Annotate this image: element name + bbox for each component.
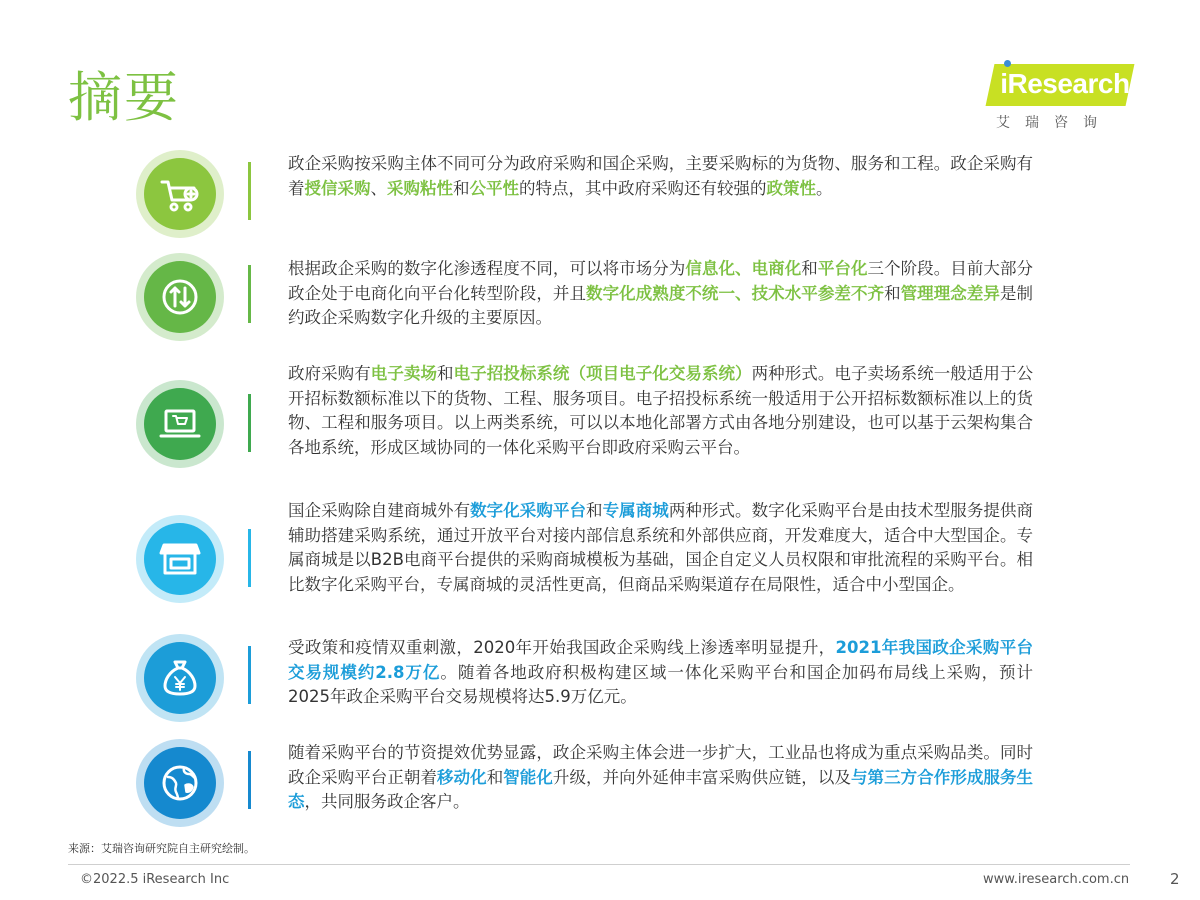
logo-brand: iResearch	[1000, 68, 1130, 99]
summary-item-4	[140, 499, 1140, 624]
laptop-cart-icon	[144, 388, 216, 460]
money-bag-yuan-icon	[144, 642, 216, 714]
body-text: 政企采购按采购主体不同可分为政府采购和国企采购，主要采购标的为货物、服务和工程。政企采购有着	[288, 154, 1033, 198]
body-text: 和	[486, 767, 504, 787]
body-text: 三个阶段。目前大部分政企处于电商化向平台化转型阶段，并且	[288, 259, 1034, 303]
logo-dot-icon	[1004, 60, 1011, 67]
highlight-text: 采购粘性	[387, 178, 453, 198]
summary-item-6	[140, 741, 1140, 821]
highlight-text: 电子招投标系统（项目电子化交易系统）	[453, 364, 752, 383]
page-title: 摘要	[68, 66, 180, 129]
highlight-text: 政策性	[766, 178, 816, 198]
body-text: 两种形式。数字化采购平台是由技术型服务提供商辅助搭建采购系统，通过开放平台对接内部信息系统和外部供应商，开发难度大，适合中大型国企。专属商城是以B2B电商平台提供的采购商城模板为基础，国企自定义人员权限和审批流程的采购平台。相比数字化采购平台，专属商城的灵活性更高，但商品采购渠道存在局限性，适合中小型国企。	[288, 501, 1034, 594]
summary-text-4	[288, 499, 1033, 597]
highlight-text: 智能化	[503, 767, 553, 787]
summary-item-1	[140, 152, 1140, 232]
body-text: 受政策和疫情双重刺激，2020年开始我国政企采购线上渗透率明显提升，	[288, 638, 836, 657]
body-text: 随着采购平台的节资提效优势显露，政企采购主体会进一步扩大，工业品也将成为重点采购品类。同时政企采购平台正朝着	[288, 743, 1033, 787]
body-text: 和	[884, 283, 901, 303]
logo-badge	[986, 64, 1135, 106]
body-text: 和	[801, 259, 818, 278]
summary-text-6	[288, 741, 1033, 815]
highlight-text: 与第三方合作形成服务生态	[288, 767, 1034, 811]
logo-subtitle: 艾瑞咨询	[996, 115, 1112, 131]
footer-divider	[68, 864, 1130, 865]
highlight-text: 2021年我国政企采购平台交易规模约2.8万亿	[288, 638, 1033, 682]
divider-bar	[248, 394, 251, 452]
transfer-arrows-icon	[144, 261, 216, 333]
body-text: 。随着各地政府积极构建区域一体化采购平台和国企加码布局线上采购，预计2025年政企采购平台交易规模将达5.9万亿元。	[288, 662, 1034, 706]
body-text: 根据政企采购的数字化渗透程度不同，可以将市场分为	[288, 259, 686, 278]
body-text: 和	[586, 501, 603, 520]
highlight-text: 专属商城	[602, 501, 669, 520]
summary-item-3	[140, 362, 1140, 487]
body-text: 和	[453, 178, 470, 198]
body-text: 两种形式。电子卖场系统一般适用于公开招标数额标准以下的货物、工程、服务项目。电子招投标系统一般适用于公开招标数额标准以上的货物、工程和服务项目。以上两类系统，可以以本地化部署方式由各地分别建设，也可以基于云架构集合各地系统，形成区域协同的一体化采购平台即政府采购云平台。	[288, 364, 1034, 457]
copyright: ©2022.5 iResearch Inc	[80, 872, 230, 887]
source-note: 来源：艾瑞咨询研究院自主研究绘制。	[68, 842, 255, 855]
divider-bar	[248, 646, 251, 704]
highlight-text: 电子卖场	[370, 364, 438, 383]
body-text: 和	[437, 364, 454, 383]
highlight-text: 移动化	[437, 767, 487, 787]
globe-icon	[144, 747, 216, 819]
page-number: 2	[1170, 870, 1180, 888]
highlight-text: 管理理念差异	[900, 283, 1000, 303]
summary-item-2	[140, 257, 1140, 337]
summary-item-5	[140, 636, 1140, 716]
website-link[interactable]: www.iresearch.com.cn	[983, 872, 1130, 887]
divider-bar	[248, 751, 251, 809]
highlight-text: 平台化	[817, 259, 868, 278]
body-text: ，共同服务政企客户。	[304, 792, 470, 811]
highlight-text: 数字化成熟度不统一、技术水平参差不齐	[586, 283, 885, 303]
iresearch-logo	[990, 62, 1140, 134]
body-text: 。	[816, 178, 833, 198]
divider-bar	[248, 529, 251, 587]
body-text: 政府采购有	[288, 364, 371, 383]
storefront-icon	[144, 523, 216, 595]
divider-bar	[248, 265, 251, 323]
body-text: 、	[370, 178, 387, 198]
summary-text-3	[288, 362, 1033, 460]
summary-text-5	[288, 636, 1033, 710]
shopping-cart-icon	[144, 158, 216, 230]
body-text: 升级，并向外延伸丰富采购供应链，以及	[552, 767, 851, 787]
summary-text-2	[288, 257, 1033, 331]
highlight-text: 授信采购	[304, 178, 371, 198]
body-text: 是制约政企采购数字化升级的主要原因。	[288, 283, 1034, 327]
highlight-text: 数字化采购平台	[470, 501, 587, 520]
divider-bar	[248, 162, 251, 220]
highlight-text: 公平性	[469, 178, 519, 198]
body-text: 国企采购除自建商城外有	[288, 501, 471, 520]
summary-text-1	[288, 152, 1033, 201]
highlight-text: 信息化、电商化	[685, 259, 802, 278]
body-text: 的特点，其中政府采购还有较强的	[519, 178, 767, 198]
